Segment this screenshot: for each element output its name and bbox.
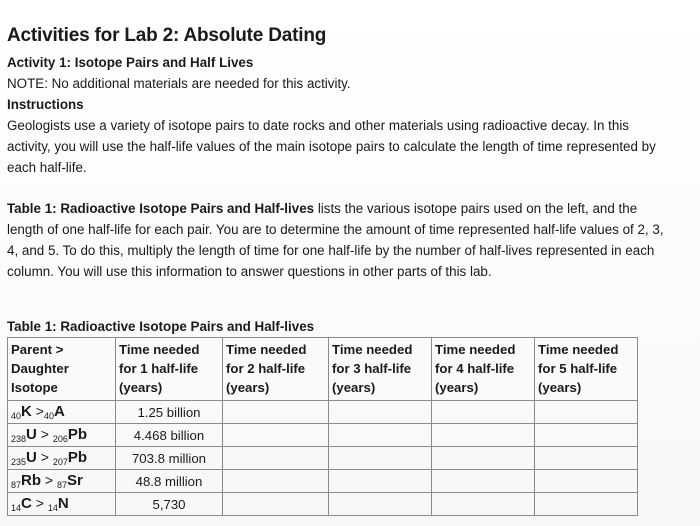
header-half-life-5: Time needed for 5 half-life (years)	[535, 338, 638, 401]
table-row	[8, 447, 638, 470]
half-life-4-input-cell[interactable]	[432, 447, 535, 470]
header-half-life-3: Time needed for 3 half-life (years)	[329, 338, 432, 401]
table-header-row	[8, 338, 638, 401]
half-life-2-input-cell[interactable]	[223, 401, 329, 424]
half-life-5-input-cell[interactable]	[535, 447, 638, 470]
half-life-5-input-cell[interactable]	[535, 493, 638, 516]
half-life-5-input-cell[interactable]	[535, 401, 638, 424]
page-title: Activities for Lab 2: Absolute Dating	[7, 25, 327, 46]
half-life-3-input-cell[interactable]	[329, 401, 432, 424]
half-life-4-input-cell[interactable]	[432, 424, 535, 447]
isotope-pair-cell: $_{40}K >_{40}A$	[8, 401, 116, 424]
header-parent-daughter: Parent > Daughter Isotope	[8, 338, 116, 401]
intro-paragraph: Geologists use a variety of isotope pairs to date rocks and other materials using radioactive decay. In this activity, you will use the half-life values of the main isotope pairs to calculate the length of time represented by each half-life.	[7, 118, 656, 175]
half-life-3-input-cell[interactable]	[329, 493, 432, 516]
header-half-life-4: Time needed for 4 half-life (years)	[432, 338, 535, 401]
half-life-3-input-cell[interactable]	[329, 447, 432, 470]
header-half-life-1: Time needed for 1 half-life (years)	[116, 338, 223, 401]
table-row	[8, 401, 638, 424]
half-life-3-input-cell[interactable]	[329, 424, 432, 447]
half-life-5-input-cell[interactable]	[535, 470, 638, 493]
half-life-4-input-cell[interactable]	[432, 470, 535, 493]
table-description-paragraph	[7, 198, 667, 282]
half-life-5-input-cell[interactable]	[535, 424, 638, 447]
table-row	[8, 424, 638, 447]
half-life-2-input-cell[interactable]	[223, 470, 329, 493]
isotope-table	[7, 337, 638, 516]
half-life-2-input-cell[interactable]	[223, 493, 329, 516]
half-life-4-input-cell[interactable]	[432, 493, 535, 516]
table-description-text: lists the various isotope pairs used on the left, and the length of one half-life for each pair. You are to determine the amount of time represented half-life values of 2, 3, 4, and 5. To do this, multiply the length of time for one half-life by the number of half-lives represented in each column. You will use this information to answer questions in other parts of this lab.	[7, 201, 664, 279]
half-life-2-input-cell[interactable]	[223, 424, 329, 447]
isotope-pair-cell: $_{87}$Rb > $_{87}$Sr	[8, 470, 116, 493]
table-row	[8, 470, 638, 493]
isotope-pair-cell: $_{14}$C > $_{14}$N	[8, 493, 116, 516]
activity-title: Activity 1: Isotope Pairs and Half Lives	[7, 55, 254, 70]
note-text: NOTE: No additional materials are needed for this activity.	[7, 76, 351, 91]
half-life-1-cell: 4.468 billion	[116, 424, 223, 447]
half-life-3-input-cell[interactable]	[329, 470, 432, 493]
table-caption: Table 1: Radioactive Isotope Pairs and Half-lives	[7, 319, 315, 334]
table-reference: Table 1: Radioactive Isotope Pairs and Half-lives	[7, 201, 315, 216]
half-life-1-cell: 703.8 million	[116, 447, 223, 470]
isotope-pair-cell: $_{235}$U > $_{207}$Pb	[8, 447, 116, 470]
half-life-2-input-cell[interactable]	[223, 447, 329, 470]
instructions-label: Instructions	[7, 97, 84, 112]
half-life-1-cell: 48.8 million	[116, 470, 223, 493]
half-life-1-cell: 1.25 billion	[116, 401, 223, 424]
half-life-1-cell: 5,730	[116, 493, 223, 516]
isotope-pair-cell: $_{238}$U > $_{206}$Pb	[8, 424, 116, 447]
half-life-4-input-cell[interactable]	[432, 401, 535, 424]
table-row	[8, 493, 638, 516]
header-half-life-2: Time needed for 2 half-life (years)	[223, 338, 329, 401]
